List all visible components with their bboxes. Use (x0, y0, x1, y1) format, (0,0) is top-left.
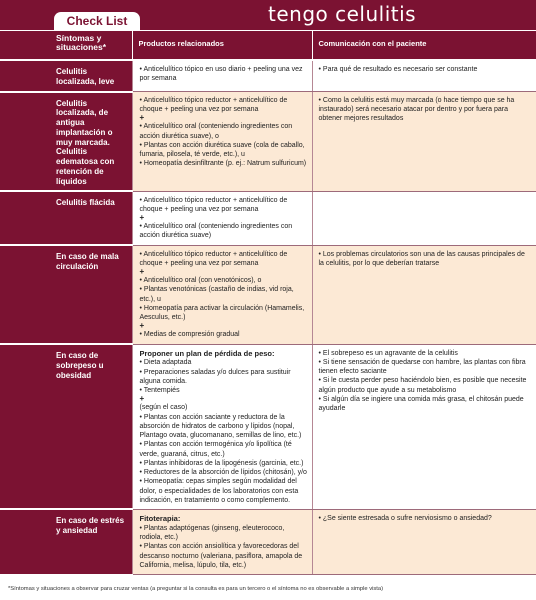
product-item: • Anticelulítico tópico en uso diario + peeling una vez por semana (139, 66, 303, 83)
plus-sign: + (139, 394, 145, 404)
table-row (0, 92, 536, 192)
product-item: • Plantas con acción diurética suave (cola de caballo, fumaria, pilosela, té verde, etc.), u (139, 141, 305, 159)
product-item: • Medias de compresión gradual (139, 331, 240, 339)
communication-item: • Para qué de resultado es necesario ser constante (318, 66, 478, 73)
plus-sign: + (139, 321, 145, 331)
products-cell (132, 344, 312, 509)
communication-cell (312, 509, 536, 574)
products-cell (132, 60, 312, 92)
communication-cell (312, 92, 536, 192)
column-header-symptoms: Síntomas y situaciones* (0, 31, 132, 60)
communication-item: • Los problemas circulatorios son una de las causas principales de la celulitis, por lo que deberían tratarse (318, 250, 525, 267)
product-item: • Anticelulítico tópico reductor + anticelulítico de choque + peeling una vez por semana (139, 250, 288, 267)
table-body (0, 60, 536, 575)
header-bar (0, 0, 536, 30)
product-item: • Plantas con acción termogénica y/o lipolítica (té verde, guaraná, citrus, etc.) (139, 441, 292, 458)
footnote: *Síntomas y situaciones a observar para cruzar ventas (a preguntar si la consulta es para un tercero o el síntoma no es observable a simple vista) (8, 586, 384, 592)
product-item: • Plantas adaptógenas (ginseng, eleuterococo, rodiola, etc.) (139, 524, 285, 542)
product-item: (según el caso) (139, 404, 188, 412)
page-title: tengo celulitis (268, 2, 417, 26)
products-title: Proponer un plan de pérdida de peso: (139, 348, 275, 358)
product-item: • Homeopatía desinfiltrante (p. ej.: Natrum sulfuricum) (139, 160, 307, 168)
product-item: • Anticelulítico tópico reductor + anticelulítico de choque + peeling una vez por semana (139, 97, 288, 114)
product-item: • Anticelulítico oral (conteniendo ingredientes con acción diurética suave), o (139, 123, 293, 140)
column-header-communication: Comunicación con el paciente (312, 31, 536, 60)
product-item: • Plantas con acción ansiolítica y favorecedoras del descanso nocturno (valeriana, pasiflora, amapola de California, melisa, lúpulo, tila, etc.) (139, 543, 303, 569)
product-item: • Homeopatía para activar la circulación (Hamamelis, Aesculus, etc.) (139, 304, 305, 322)
product-item: • Plantas inhibidoras de la lipogénesis (garcinia, etc.) (139, 459, 304, 467)
checklist-table (0, 31, 536, 576)
table-row (0, 191, 536, 245)
symptom-cell: Celulitis localizada, leve (0, 60, 132, 92)
communication-cell (312, 245, 536, 344)
products-cell (132, 245, 312, 344)
communication-item: • El sobrepeso es un agravante de la celulitis (318, 349, 458, 357)
communication-cell (312, 60, 536, 92)
product-item: • Plantas venotónicas (castaño de indias, vid roja, etc.), u (139, 286, 294, 303)
checklist-tab: Check List (54, 12, 140, 30)
products-title: Fitoterapia: (139, 513, 181, 523)
product-item: • Tentempiés (139, 387, 180, 395)
symptom-cell: En caso de estrés y ansiedad (0, 509, 132, 574)
communication-item: • ¿Se siente estresada o sufre nerviosismo o ansiedad? (318, 514, 492, 522)
plus-sign: + (139, 113, 145, 123)
products-cell (132, 92, 312, 192)
symptom-cell: Celulitis localizada, de antigua implantación o muy marcada. Celulitis edematosa con retención de líquidos (0, 92, 132, 192)
table-row (0, 344, 536, 509)
communication-item: • Si algún día se ingiere una comida más grasa, el chitosán puede ayudarle (318, 395, 524, 412)
table-row (0, 509, 536, 574)
symptom-cell: En caso de sobrepeso u obesidad (0, 344, 132, 509)
products-cell (132, 191, 312, 245)
product-item: • Plantas con acción saciante y reductora de la absorción de hidratos de carbono y lípidos (nopal, Plantago ovata, glucomanano, semillas de lino, etc.) (139, 413, 302, 440)
plus-sign: + (139, 267, 145, 277)
communication-item: • Si tiene sensación de quedarse con hambre, las plantas con fibra tienen efecto saciante (318, 358, 526, 376)
products-cell (132, 509, 312, 574)
column-header-products: Productos relacionados (132, 31, 312, 60)
product-item: • Dieta adaptada (139, 359, 192, 367)
communication-cell (312, 191, 536, 245)
table-row (0, 245, 536, 344)
product-item: • Anticelulítico oral (conteniendo ingredientes con acción diurética suave) (139, 223, 293, 240)
table-header-row (0, 31, 536, 60)
product-item: • Anticelulítico oral (con venotónicos), o (139, 277, 262, 285)
product-item: • Anticelulítico tópico reductor + anticelulítico de choque + peeling una vez por semana (139, 196, 288, 213)
plus-sign: + (139, 213, 145, 223)
communication-cell (312, 344, 536, 509)
product-item: • Reductores de la absorción de lípidos (chitosán), y/o (139, 469, 307, 477)
symptom-cell: En caso de mala circulación (0, 245, 132, 344)
product-item: • Preparaciones saladas y/o dulces para sustituir alguna comida. (139, 368, 291, 385)
table-row (0, 60, 536, 92)
symptom-cell: Celulitis flácida (0, 191, 132, 245)
product-item: • Homeopatía: cepas simples según modalidad del dolor, o especialidades de los laboratorios con esta indicación, en tratamiento o como complemento. (139, 478, 299, 504)
communication-item: • Si le cuesta perder peso haciéndolo bien, es posible que necesite algún producto que ayude a su metabolismo (318, 377, 527, 394)
communication-item: • Como la celulitis está muy marcada (o hace tiempo que se ha instaurado) será necesario atacar por dentro y por fuera para obtener mejores resultados (318, 97, 515, 123)
